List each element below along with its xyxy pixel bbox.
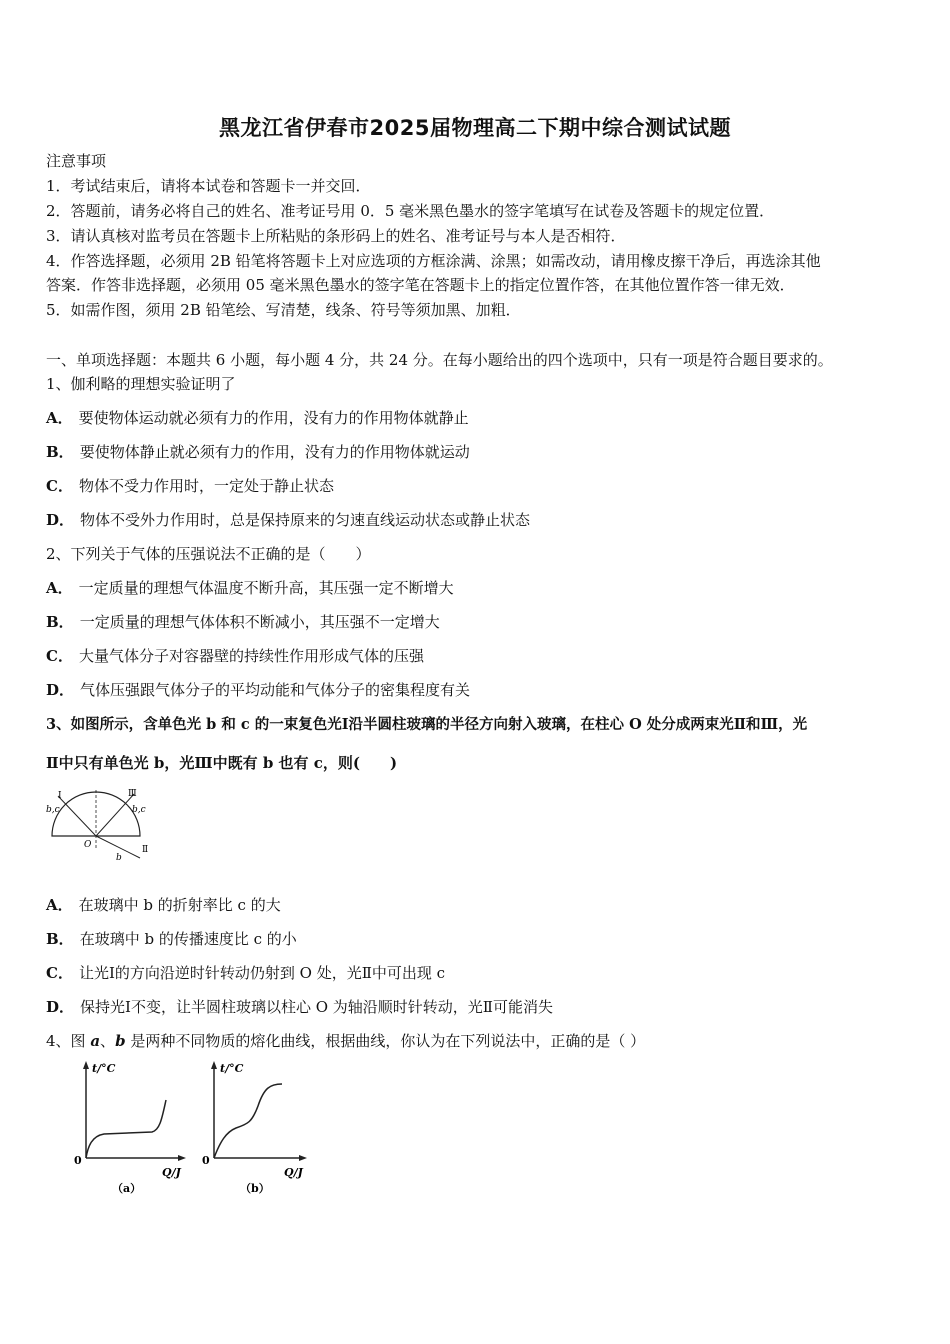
semicircle-glass [52,792,140,836]
q4-stem-mid: 、 [100,1032,116,1050]
q4-stem-a: a [90,1032,101,1050]
q2-option-c [46,645,424,667]
label-ray-3: Ⅲ [128,789,137,799]
graph-a-xlabel: Q/J [162,1166,181,1179]
q1-option-c [46,475,334,497]
q2-option-b [46,611,440,633]
graph-a-curve [86,1100,166,1158]
notice-item: 3．请认真核对监考员在答题卡上所粘贴的条形码上的姓名、准考证号与本人是否相符． [46,227,626,245]
option-letter: B． [46,613,74,631]
label-b: b [116,853,122,863]
graph-a-ylabel: t/°C [92,1062,116,1075]
label-ray-1: Ⅰ [58,791,62,801]
option-text: 要使物体静止就必须有力的作用，没有力的作用物体就运动 [79,443,470,461]
graph-b-y-arrow [211,1061,217,1069]
option-text: 在玻璃中 b 的传播速度比 c 的小 [79,930,297,948]
q3-option-d [46,996,553,1018]
option-text: 保持光Ⅰ不变，让半圆柱玻璃以柱心 O 为轴沿顺时针转动，光Ⅱ可能消失 [80,998,553,1016]
label-bc-left: b,c [46,805,60,815]
option-text: 一定质量的理想气体体积不断减小，其压强不一定增大 [79,613,440,631]
option-text: 要使物体运动就必须有力的作用，没有力的作用物体就静止 [78,409,469,427]
graph-a-x-arrow [178,1155,186,1161]
label-ray-2: Ⅱ [142,845,149,855]
q4-stem-b: b [115,1032,126,1050]
graph-a-caption: （a） [112,1182,142,1195]
option-text: 物体不受外力作用时，总是保持原来的匀速直线运动状态或静止状态 [80,511,531,529]
option-letter: C． [46,477,73,495]
q2-option-a [46,577,454,599]
option-letter: A． [46,579,73,597]
q3-option-a [46,894,281,916]
option-letter: C． [46,647,73,665]
option-text: 让光Ⅰ的方向沿逆时针转动仍射到 O 处，光Ⅱ中可出现 c [78,964,446,982]
question-4-stem [46,1030,645,1052]
option-text: 气体压强跟气体分子的平均动能和气体分子的密集程度有关 [80,681,471,699]
graph-b-caption: （b） [240,1182,270,1195]
option-letter: A． [46,896,73,914]
question-3-stem-line2: Ⅱ中只有单色光 b，光Ⅲ中既有 b 也有 c，则( ) [46,754,398,772]
q3-semicircle-figure [44,786,164,866]
ray-3 [96,794,134,836]
option-letter: B． [46,443,74,461]
question-1-stem: 1、伽利略的理想实验证明了 [46,375,236,393]
notice-item: 2．答题前，请务必将自己的姓名、准考证号用 0．5 毫米黑色墨水的签字笔填写在试卷及答题卡的规定位置． [46,202,775,220]
q2-option-d [46,679,470,701]
graph-b-curve [214,1084,282,1158]
graph-b-x-arrow [299,1155,307,1161]
ray-1 [58,796,96,836]
notice-item: 4．作答选择题，必须用 2B 铅笔将答题卡上对应选项的方框涂满、涂黑；如需改动，请用橡皮擦干净后，再选涂其他 [46,252,821,270]
question-3-stem-line1: 3、如图所示，含单色光 b 和 c 的一束复色光Ⅰ沿半圆柱玻璃的半径方向射入玻璃，在柱心 O 处分成两束光Ⅱ和Ⅲ，光 [46,716,808,733]
label-bc-right: b,c [132,805,146,815]
graph-a-origin: 0 [74,1154,82,1167]
option-letter: A． [46,409,73,427]
question-2-stem: 2、下列关于气体的压强说法不正确的是（ ） [46,545,371,563]
option-letter: D． [46,998,75,1016]
page-title: 黑龙江省伊春市2025届物理高二下期中综合测试试题 [219,116,731,140]
graph-b-ylabel: t/°C [220,1062,244,1075]
option-text: 物体不受力作用时，一定处于静止状态 [78,477,334,495]
q1-option-a [46,407,469,429]
graph-a-y-arrow [83,1061,89,1069]
q1-option-b [46,441,470,463]
option-letter: D． [46,511,75,529]
option-text: 一定质量的理想气体温度不断升高，其压强一定不断增大 [78,579,454,597]
option-text: 在玻璃中 b 的折射率比 c 的大 [78,896,281,914]
option-letter: C． [46,964,73,982]
q3-option-c [46,962,445,984]
q3-option-b [46,928,297,950]
notice-item: 答案．作答非选择题，必须用 05 毫米黑色墨水的签字笔在答题卡上的指定位置作答，在其他位置作答一律无效． [46,276,795,294]
option-text: 大量气体分子对容器壁的持续性作用形成气体的压强 [78,647,424,665]
section-heading: 一、单项选择题：本题共 6 小题，每小题 4 分，共 24 分。在每小题给出的四个选项中，只有一项是符合题目要求的。 [46,351,833,369]
graph-b-origin: 0 [202,1154,210,1167]
notice-heading: 注意事项 [46,152,107,170]
q4-stem-pre: 4、图 [46,1032,91,1050]
q4-stem-post: 是两种不同物质的熔化曲线，根据曲线，你认为在下列说法中，正确的是（ ） [125,1032,646,1050]
notice-item: 1．考试结束后，请将本试卷和答题卡一并交回． [46,177,371,195]
q1-option-d [46,509,530,531]
graph-b-xlabel: Q/J [284,1166,303,1179]
notice-item: 5．如需作图，须用 2B 铅笔绘、写清楚，线条、符号等须加黑、加粗． [46,301,521,319]
q4-melting-curves-figure [66,1058,316,1203]
option-letter: B． [46,930,74,948]
option-letter: D． [46,681,75,699]
label-o: O [84,840,92,850]
